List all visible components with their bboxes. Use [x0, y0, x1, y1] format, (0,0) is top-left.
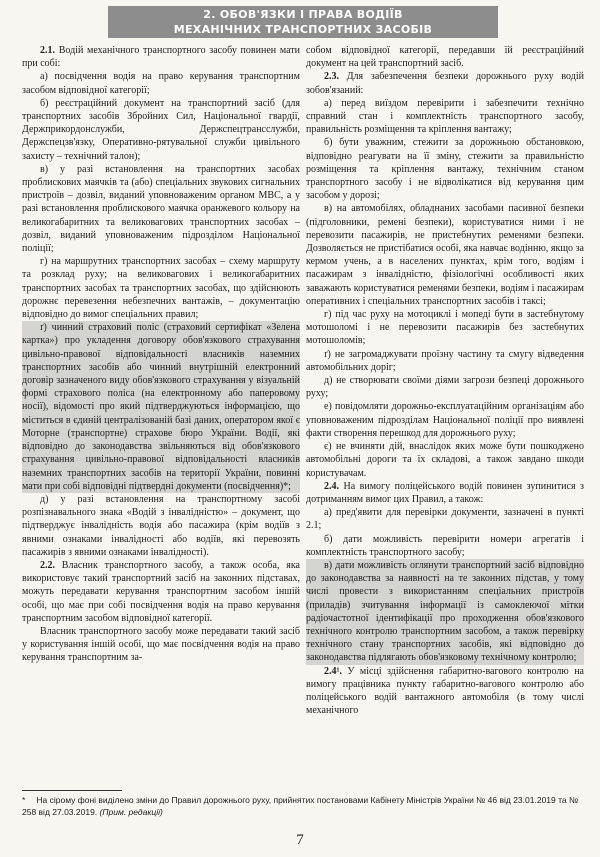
paragraph: [306, 44, 584, 70]
paragraph-text: е) повідомляти дорожньо-експлуатаційним організаціям або уповноваженим підрозділам Національної поліції про виявлені факти створення перешкод для дорожнього руху;: [306, 401, 584, 439]
paragraph: [306, 202, 584, 308]
section-title-banner: [108, 6, 498, 38]
paragraph: [306, 533, 584, 559]
paragraph-text: Водій механічного транспортного засобу повинен мати при собі:: [22, 45, 300, 70]
paragraph: [306, 480, 584, 506]
paragraph: [306, 440, 584, 480]
paragraph: [306, 374, 584, 400]
footnote-editor-note: (Прим. редакції): [99, 807, 163, 817]
page-number: 7: [296, 832, 304, 848]
paragraph-text: собом відповідної категорії, передавши їй реєстраційний документ на цей транспортний засіб.: [306, 45, 584, 70]
paragraph: [306, 136, 584, 202]
paragraph: [306, 348, 584, 374]
paragraph: [306, 506, 584, 532]
section-title-line1: 2. ОБОВ'ЯЗКИ І ПРАВА ВОДІЇВ: [203, 8, 403, 21]
paragraph-text: г) на маршрутних транспортних засобах – схему маршруту та розклад руху; на великовагових і великогабаритних транспортних засобах та транспортних засобах, що здійснюють дорожнє перевезення небезпечних вантажів, – документацію відповідно до вимог спеціальних правил;: [22, 256, 300, 321]
paragraph-text: ґ) чинний страховий поліс (страховий сертифікат «Зелена картка») про укладення договору обов'язкового страхування цивільно-правової відповідальності власників наземних транспортних засобів або чинний внутрішній електронний договір зазначеного виду обов'язкового страхування у візуальній формі страхового поліса (на електронному або паперовому носії), відомості про який підтверджуються інформацією, що міститься в єдиній централізованій базі даних, оператором якої є Моторне (транспортне) страхове бюро України. Водії, які відповідно до законодавства звільняються від обов'язкового страхування цивільно-правової відповідальності власників наземних транспортних засобів на території України, повинні мати при собі відповідні підтвердні документи (посвідчення)*;: [22, 322, 300, 492]
paragraph-text: в) на автомобілях, обладнаних засобами пасивної безпеки (підголовники, ремені безпеки), користуватися ними і не перевозити пасажирів, не пристебнутих ременями безпеки. Дозволяється не пристібатися особі, яка навчає водінню, якщо за кермом учень, а в населених пунктах, крім того, водіям і пасажирам з інвалідністю, фізіологічні особливості яких заважають користуватися ременями безпеки, водіям і пасажирам оперативних і спеціальних транспортних засобів і таксі;: [306, 203, 584, 307]
paragraph-text: На вимогу поліцейського водій повинен зупинитися з дотриманням вимог цих Правил, а також:: [306, 480, 584, 505]
clause-number: 2.3.: [324, 71, 339, 83]
paragraph-text: в) дати можливість оглянути транспортний засіб відповідно до законодавства за наявності на те законних підстав, у тому числі провести з використанням спеціальних пристроїв (приладів) зчитування інформації із самоклеючої мітки радіочастотної ідентифікації про проходження обов'язкового технічного контролю транспортним засобом, а також перевірку технічного стану транспортних засобів, які відповідно до законодавства підлягають обов'язковому технічному контролю;: [306, 559, 584, 664]
paragraph-text: а) перед виїздом перевірити і забезпечити технічно справний стан і комплектність транспортного засобу, правильність розміщення та кріплення вантажу;: [306, 97, 584, 136]
paragraph-text: а) посвідчення водія на право керування транспортним засобом відповідної категорії;: [22, 71, 300, 96]
paragraph-text: д) у разі встановлення на транспортному засобі розпізнавального знака «Водій з інвалідністю» – документ, що підтверджує інвалідність водія або пасажира (крім водіїв з явними ознаками інвалідності або водіїв, які перевозять пасажирів з явними ознаками інвалідності).: [22, 493, 300, 558]
paragraph: [306, 665, 584, 718]
right-column: [306, 44, 584, 717]
paragraph-text: в) у разі встановлення на транспортних засобах проблискових маячків та (або) спеціальних звукових сигнальних пристроїв – дозвіл, виданий уповноваженим органом МВС, а у разі встановлення проблискового маячка оранжевого кольору на великогабаритних та великовагових транспортних засобах – дозвіл, виданий уповноваженим підрозділом Національної поліції;: [22, 163, 300, 255]
paragraph-text: Власник транспортного засобу, а також особа, яка використовує такий транспортний засіб на законних підставах, можуть передавати керування транспортним засобом іншій особі, що має при собі посвідчення водія на право керування транспортним засобом відповідної категорії.: [22, 559, 300, 624]
clause-number: 2.2.: [40, 559, 55, 571]
paragraph-text: б) бути уважним, стежити за дорожньою обстановкою, відповідно реагувати на її зміну, стежити за правильністю розміщення та кріплення вантажу, технічним станом транспортного засобу і не відволікатися від керування цим засобом у дорозі;: [306, 137, 584, 202]
paragraph: [306, 70, 584, 96]
paragraph-text: б) реєстраційний документ на транспортний засіб (для транспортних засобів Збройних Сил, Національної гвардії, Держприкордонслужби, Держспецтрансслужби, Держспецзв'язку, Оперативно-рятувальної служби цивільного захисту – технічний талон);: [22, 97, 300, 162]
paragraph: [22, 559, 300, 625]
paragraph: [306, 308, 584, 348]
left-column: [22, 44, 300, 665]
paragraph: [306, 97, 584, 137]
paragraph: [22, 493, 300, 559]
paragraph: [306, 400, 584, 440]
paragraph-text: Для забезпечення безпеки дорожнього руху водій зобов'язаний:: [306, 71, 584, 96]
paragraph-text: є) не вчиняти дій, внаслідок яких може бути пошкоджено автомобільні дороги та їх складові, а також завдано шкоди користувачам.: [306, 441, 584, 479]
clause-number: 2.1.: [40, 45, 55, 56]
paragraph-text: д) не створювати своїми діями загрози безпеці дорожнього руху;: [306, 375, 584, 400]
paragraph-text: У місці здійснення габаритно-вагового контролю на вимогу працівника пункту габаритно-вагового контролю або поліцейського водій вантажного автомобіля (в тому числі механічного: [306, 665, 584, 717]
footnote-text: На сірому фоні виділено зміни до Правил дорожнього руху, прийнятих постановами Кабінету Міністрів України № 46 від 23.01.2019 та № 258 від 27.03.2019.: [22, 795, 579, 817]
paragraph: [22, 44, 300, 70]
paragraph-text: б) дати можливість перевірити номери агрегатів і комплектність транспортного засобу;: [306, 533, 584, 558]
paragraph-text: ґ) не загромаджувати проїзну частину та смугу відведення автомобільних доріг;: [306, 348, 584, 373]
paragraph-text: Власник транспортного засобу може передавати такий засіб у користування іншій особі, що має посвідчення водія на право керування транспортним за-: [22, 625, 300, 664]
footnote-divider: [22, 790, 122, 791]
paragraph: [22, 97, 300, 163]
section-title-line2: МЕХАНІЧНИХ ТРАНСПОРТНИХ ЗАСОБІВ: [173, 23, 433, 36]
paragraph: [22, 321, 300, 493]
clause-number: 2.4¹.: [324, 665, 342, 677]
footnote: [22, 794, 582, 818]
clause-number: 2.4.: [324, 480, 339, 492]
paragraph: [306, 559, 584, 665]
footnote-mark: *: [22, 795, 26, 805]
paragraph: [22, 625, 300, 665]
paragraph: [22, 255, 300, 321]
paragraph-text: а) пред'явити для перевірки документи, зазначені в пункті 2.1;: [306, 507, 584, 532]
paragraph: [22, 70, 300, 96]
paragraph: [22, 163, 300, 255]
paragraph-text: г) під час руху на мотоциклі і мопеді бути в застебнутому мотошоломі і не перевозити пасажирів без застебнутих мотошоломів;: [306, 309, 584, 347]
